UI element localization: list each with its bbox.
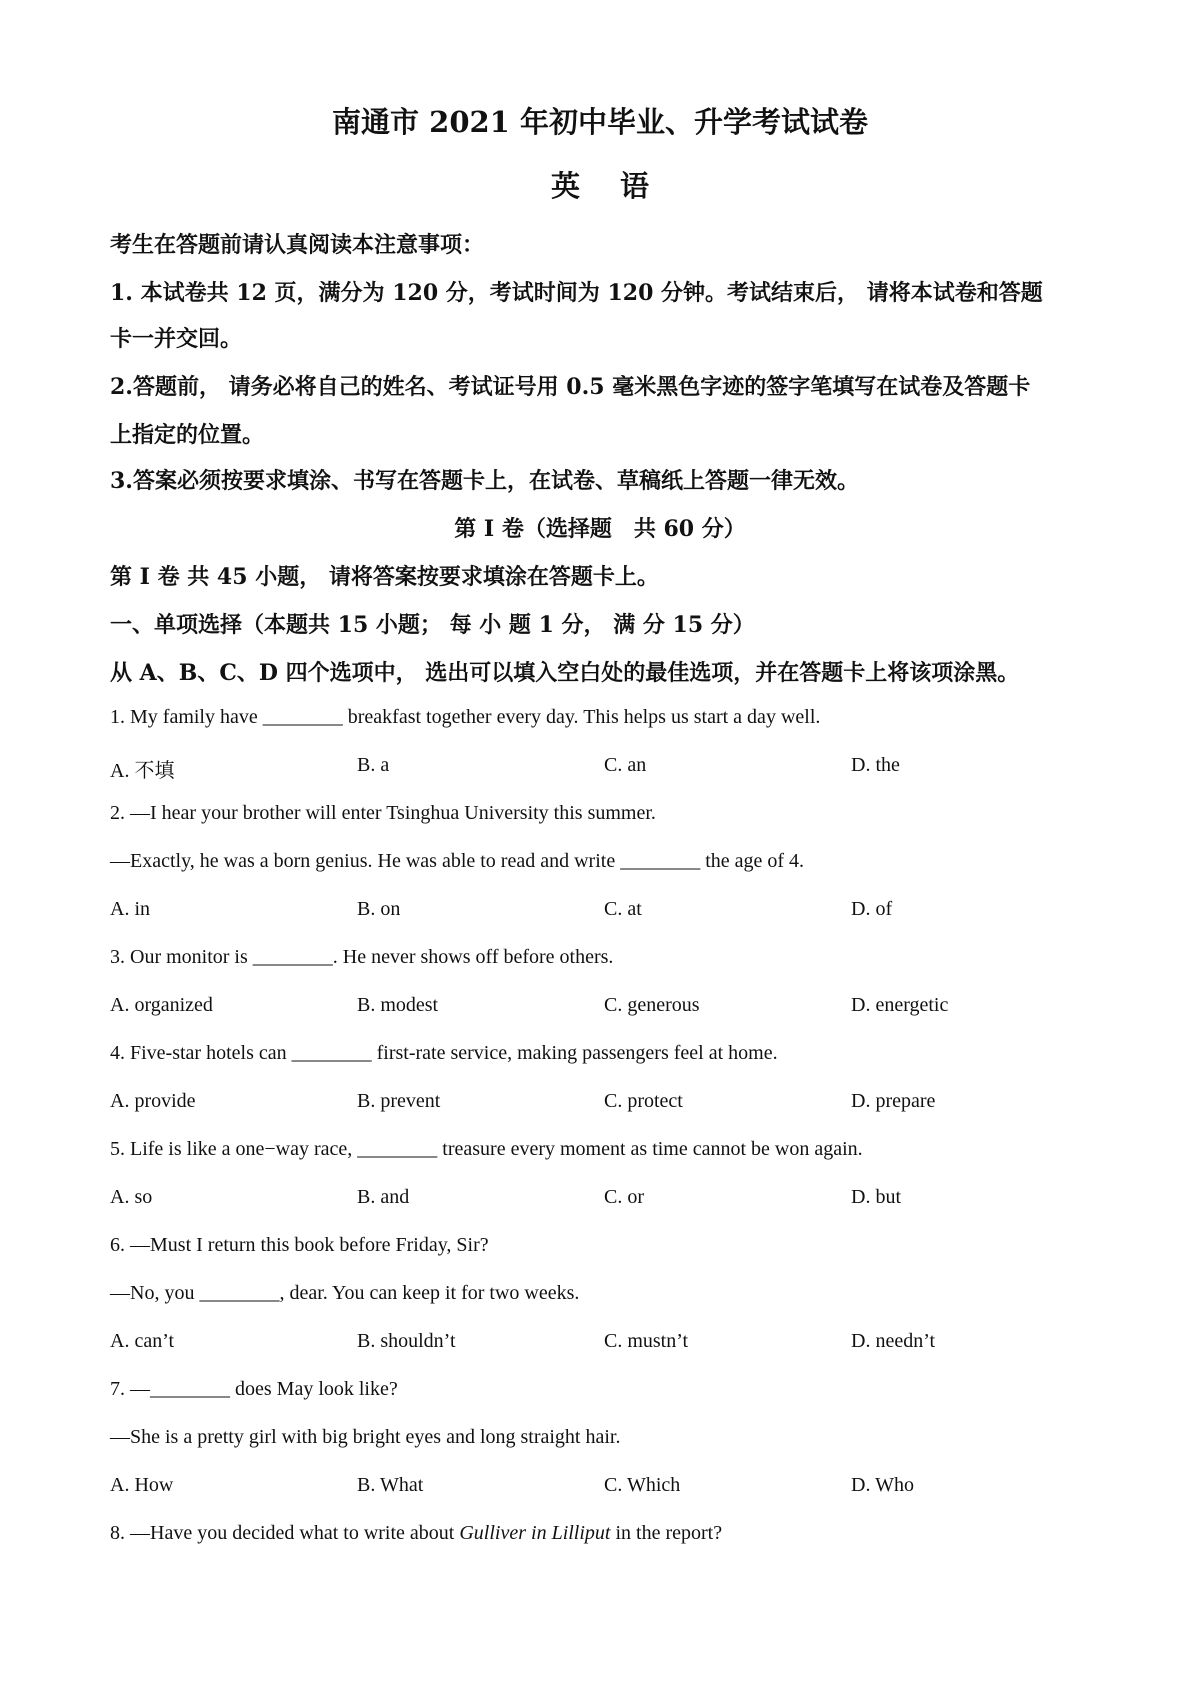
part-title: 第 I 卷（选择题 共 60 分） bbox=[454, 516, 746, 542]
question-6-reply: —No, you ________, dear. You can keep it for two weeks. bbox=[110, 1282, 580, 1304]
q5-option-c: C. or bbox=[604, 1186, 644, 1208]
q7-option-c: C. Which bbox=[604, 1474, 681, 1496]
q1-option-c: C. an bbox=[604, 754, 647, 776]
q5-option-a: A. so bbox=[110, 1186, 153, 1208]
question-2-reply: —Exactly, he was a born genius. He was able to read and write ________ the age of 4. bbox=[110, 850, 805, 872]
q1-option-a: A. 不填 bbox=[110, 760, 175, 782]
q6-option-a: A. can’t bbox=[110, 1330, 175, 1352]
notice-item-3: 3.答案必须按要求填涂、书写在答题卡上，在试卷、草稿纸上答题一律无效。 bbox=[110, 468, 859, 494]
q6-option-d: D. needn’t bbox=[851, 1330, 936, 1352]
subject-title: 英语 bbox=[550, 169, 689, 203]
notice-item-1-cont: 卡一并交回。 bbox=[110, 326, 243, 352]
q5-option-b: B. and bbox=[357, 1186, 410, 1208]
question-4: 4. Five-star hotels can ________ first-rate service, making passengers feel at home. bbox=[110, 1042, 778, 1064]
q2-option-a: A. in bbox=[110, 898, 150, 920]
q4-option-c: C. protect bbox=[604, 1090, 683, 1112]
section-1-instructions: 从 A、B、C、D 四个选项中， 选出可以填入空白处的最佳选项，并在答题卡上将该项涂黑。 bbox=[110, 660, 1020, 686]
question-8 bbox=[110, 1522, 1100, 1545]
q1-option-d: D. the bbox=[851, 754, 900, 776]
q6-option-b: B. shouldn’t bbox=[357, 1330, 456, 1352]
notice-item-2-cont: 上指定的位置。 bbox=[110, 422, 265, 448]
book-title: Gulliver in Lilliput bbox=[459, 1522, 611, 1544]
notice-heading: 考生在答题前请认真阅读本注意事项： bbox=[110, 232, 485, 258]
q4-option-b: B. prevent bbox=[357, 1090, 441, 1112]
question-8-suffix: in the report? bbox=[610, 1522, 723, 1544]
question-7: 7. —________ does May look like? bbox=[110, 1378, 398, 1400]
question-1: 1. My family have ________ breakfast together every day. This helps us start a day well. bbox=[110, 706, 821, 728]
question-5: 5. Life is like a one−way race, ________ treasure every moment as time cannot be won again. bbox=[110, 1138, 863, 1160]
question-3: 3. Our monitor is ________. He never shows off before others. bbox=[110, 946, 614, 968]
q7-option-d: D. Who bbox=[851, 1474, 914, 1496]
question-2: 2. —I hear your brother will enter Tsinghua University this summer. bbox=[110, 802, 656, 824]
q2-option-d: D. of bbox=[851, 898, 893, 920]
q6-option-c: C. mustn’t bbox=[604, 1330, 689, 1352]
question-7-reply: —She is a pretty girl with big bright eyes and long straight hair. bbox=[110, 1426, 621, 1448]
q7-option-a: A. How bbox=[110, 1474, 174, 1496]
q2-option-b: B. on bbox=[357, 898, 401, 920]
notice-item-1: 1. 本试卷共 12 页，满分为 120 分，考试时间为 120 分钟。考试结束后， 请将本试卷和答题 bbox=[110, 280, 1043, 306]
question-8-prefix: 8. —Have you decided what to write about bbox=[110, 1522, 460, 1544]
q4-option-a: A. provide bbox=[110, 1090, 196, 1112]
q7-option-b: B. What bbox=[357, 1474, 424, 1496]
q5-option-d: D. but bbox=[851, 1186, 901, 1208]
q3-option-b: B. modest bbox=[357, 994, 439, 1016]
q1-option-b: B. a bbox=[357, 754, 390, 776]
q3-option-a: A. organized bbox=[110, 994, 213, 1016]
q2-option-c: C. at bbox=[604, 898, 642, 920]
part-note: 第 I 卷 共 45 小题， 请将答案按要求填涂在答题卡上。 bbox=[110, 564, 659, 590]
q4-option-d: D. prepare bbox=[851, 1090, 936, 1112]
section-1-title: 一、单项选择（本题共 15 小题； 每 小 题 1 分， 满 分 15 分） bbox=[110, 612, 755, 638]
question-6: 6. —Must I return this book before Friday, Sir? bbox=[110, 1234, 489, 1256]
exam-title: 南通市 2021 年初中毕业、升学考试试卷 bbox=[332, 105, 868, 139]
q3-option-d: D. energetic bbox=[851, 994, 949, 1016]
q3-option-c: C. generous bbox=[604, 994, 700, 1016]
notice-item-2: 2.答题前， 请务必将自己的姓名、考试证号用 0.5 毫米黑色字迹的签字笔填写在试卷及答题卡 bbox=[110, 374, 1031, 400]
